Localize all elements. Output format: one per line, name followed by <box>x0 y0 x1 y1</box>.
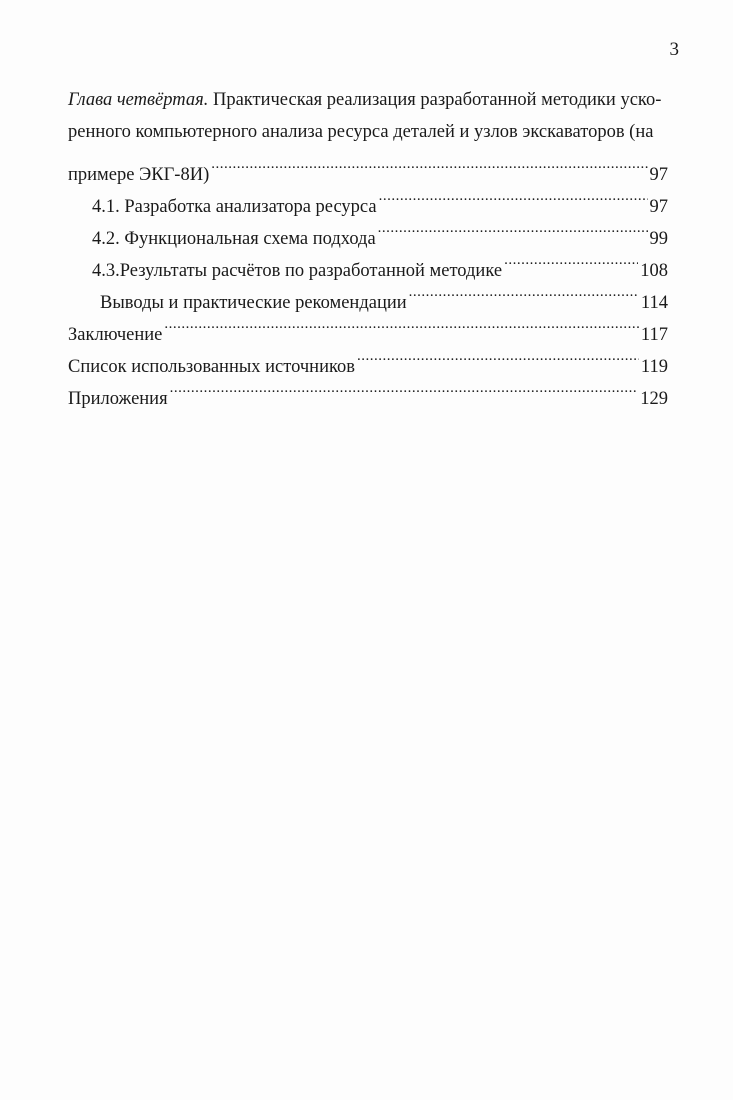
toc-entry-title: 4.2. Функциональная схема подхода <box>92 229 376 249</box>
toc-entry-title: Список использованных источников <box>68 357 356 377</box>
toc-entry-page: 108 <box>640 261 668 281</box>
toc-entry-page: 119 <box>640 357 668 377</box>
toc-leader-dots <box>357 340 639 372</box>
chapter-title-part-1: Практическая реализация разработанной методики уско- <box>208 90 662 110</box>
toc-entry-title: 4.3.Результаты расчётов по разработанной методике <box>92 261 503 281</box>
toc-entry-page: 97 <box>649 165 668 185</box>
toc-entry-chapter <box>68 148 668 185</box>
toc-entry-title: Выводы и практические рекомендации <box>100 293 407 313</box>
toc-entry-page: 117 <box>640 325 668 345</box>
toc-leader-dots <box>164 308 639 340</box>
toc-entry-title: примере ЭКГ-8И) <box>68 165 210 185</box>
toc-leader-dots <box>378 212 648 244</box>
toc-leader-dots <box>409 276 639 308</box>
chapter-heading-line-2: ренного компьютерного анализа ресурса деталей и узлов экскаваторов (на <box>68 122 654 142</box>
table-of-contents <box>68 84 668 409</box>
toc-leader-dots <box>379 180 648 212</box>
toc-entry-page: 97 <box>649 197 668 217</box>
chapter-heading-line-1 <box>68 84 668 116</box>
toc-leader-dots <box>504 244 638 276</box>
toc-entry-title: Заключение <box>68 325 163 345</box>
toc-entry-page: 114 <box>640 293 668 313</box>
chapter-label: Глава четвёртая. <box>68 90 209 110</box>
toc-entry-page: 99 <box>649 229 668 249</box>
toc-leader-dots <box>170 372 639 404</box>
page-number: 3 <box>669 39 679 60</box>
toc-entry-title: Приложения <box>68 389 168 409</box>
toc-leader-dots <box>211 148 647 180</box>
toc-entry-page: 129 <box>640 389 668 409</box>
toc-entry-title: 4.1. Разработка анализатора ресурса <box>92 197 377 217</box>
